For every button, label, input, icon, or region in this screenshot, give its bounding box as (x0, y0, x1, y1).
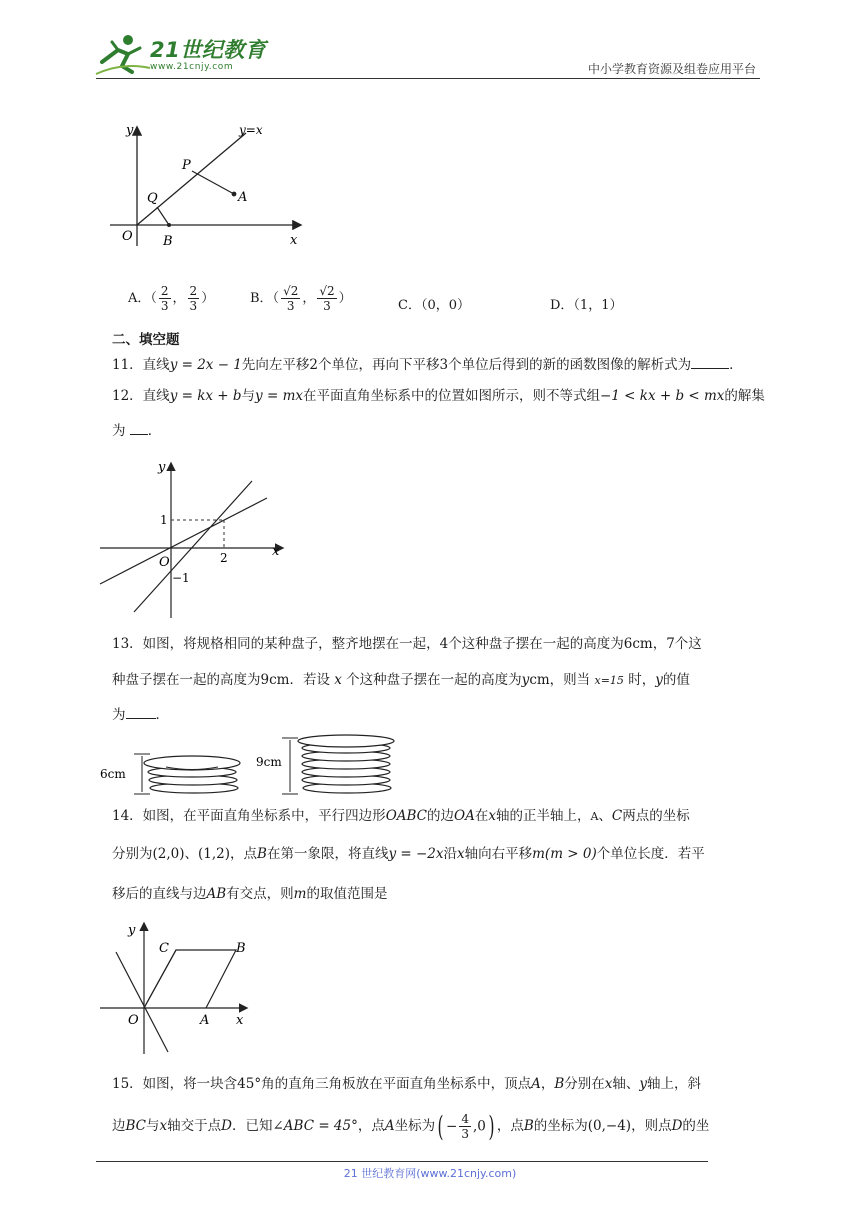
q15-text: 边 (112, 1118, 126, 1134)
q12-mid3: 的解集 (724, 388, 765, 404)
q15-term: A (384, 1118, 395, 1134)
section-title: 二、填空题 (112, 332, 180, 348)
C-label: C (159, 941, 169, 956)
denominator: 3 (461, 1127, 469, 1141)
q15-term: D (671, 1118, 683, 1134)
option-b[interactable] (250, 284, 352, 313)
option-a-end: ） (201, 291, 215, 306)
q13-text: 时， (628, 672, 656, 688)
q14-text: 轴的正半轴上， (495, 808, 591, 824)
y-label: y (128, 923, 136, 938)
denominator: 3 (286, 299, 295, 313)
P-label: P (182, 158, 191, 173)
question-13-line2 (112, 670, 690, 691)
logo-subtext: www.21cnjy.com (150, 62, 234, 72)
O-label: O (159, 555, 170, 570)
q14-text: ，点 (230, 846, 258, 862)
question-12-line2 (112, 420, 161, 441)
q12-expr3: −1 < kx + b < mx (599, 388, 725, 404)
Q-label: Q (147, 191, 158, 206)
q14-term: A (590, 810, 599, 823)
q15-term: B (554, 1076, 565, 1092)
q12-figure (96, 458, 296, 620)
segment-QB (157, 207, 169, 225)
numerator: 2 (189, 284, 198, 298)
q13-condition: x=15 (594, 674, 624, 687)
option-b-label: B．（ (250, 291, 280, 306)
q13-var-x: x (334, 672, 342, 688)
logo-text: 21世纪教育 (150, 38, 267, 62)
O-label: O (128, 1013, 139, 1028)
q14-text: 两点的坐标 (622, 808, 690, 824)
header-platform-name: 中小学教育资源及组卷应用平台 (587, 62, 756, 76)
q15-term: x (604, 1076, 613, 1092)
denominator: 3 (323, 299, 331, 313)
point-B (167, 223, 171, 227)
A-label: A (200, 1013, 210, 1028)
q15-text: 分别在 (564, 1076, 605, 1092)
plate-stack-4 (144, 756, 240, 793)
question-14-line3 (112, 884, 387, 904)
q14-text: 沿 (443, 846, 457, 862)
q14-expr: m(m > 0) (532, 846, 597, 862)
question-15-line1 (112, 1074, 701, 1094)
q14-coord: (1,2) (198, 846, 231, 862)
O-label: O (122, 229, 133, 244)
q14-text: 、 (598, 808, 612, 824)
q12-expr1: y = kx + b (169, 388, 242, 404)
q14-text: 有交点，则 (226, 886, 294, 902)
q14-text: 在第一象限，将直线 (266, 846, 389, 862)
height-label-6cm: 6cm (100, 767, 126, 781)
q15-angle: ∠ABC = 45° (272, 1118, 358, 1134)
question-12-line1 (112, 386, 765, 406)
q15-text: 轴交于点 (167, 1118, 222, 1134)
question-14-line1 (112, 806, 690, 827)
q15-text: 坐标为 (394, 1118, 436, 1134)
height-label-9cm: 9cm (256, 755, 282, 769)
point-A (232, 192, 237, 197)
q15-term: B (523, 1118, 534, 1134)
fraction (317, 284, 336, 313)
q15-coord: (0,−4) (587, 1118, 632, 1134)
q14-coord: (2,0) (152, 846, 185, 862)
q14-text: 的取值范围是 (306, 886, 388, 902)
q13-text: 的值 (662, 672, 690, 688)
edge-OC (144, 950, 176, 1008)
q15-text: ， (540, 1076, 555, 1092)
footer-text[interactable]: 21 世纪教育网(www.21cnjy.com) (343, 1167, 517, 1180)
q13-text: cm，则当 (529, 672, 591, 688)
q14-figure (96, 918, 256, 1058)
q13-text: 种盘子摆在一起的高度为9cm．若设 (112, 672, 330, 688)
question-13-line3 (112, 704, 169, 725)
q14-text: 个单位长度．若平 (596, 846, 705, 862)
q10-figure (100, 118, 310, 253)
A-label: A (238, 190, 248, 205)
question-13-line1: 13．如图，将规格相同的某种盘子，整齐地摆在一起，4个这种盘子摆在一起的高度为6cm，7个这 (112, 636, 702, 652)
q15-term: A (531, 1076, 541, 1092)
q15-text: ，点 (496, 1118, 524, 1134)
q15-text: 轴、 (612, 1076, 640, 1092)
q13-figure (96, 734, 416, 796)
q12-expr2: y = mx (255, 388, 303, 404)
q15-text: ，点 (357, 1118, 385, 1134)
q13-text: ． (155, 707, 169, 723)
numerator: √2 (283, 284, 299, 298)
q14-term: B (257, 846, 267, 862)
answer-blank[interactable] (691, 354, 729, 369)
q12-prefix: 12．直线 (112, 388, 170, 404)
y-label: y (126, 123, 134, 138)
denominator: 3 (189, 299, 198, 313)
numerator: √2 (319, 284, 335, 298)
x-label: x (236, 1013, 244, 1028)
option-a[interactable] (128, 284, 214, 313)
q14-expr: y = −2x (388, 846, 444, 862)
q15-text: 15．如图，将一块含45°角的直角三角板放在平面直角坐标系中，顶点 (112, 1076, 532, 1092)
q14-term: AB (206, 886, 227, 902)
footer-divider (96, 1161, 708, 1162)
tick-1: 1 (160, 513, 168, 527)
x-label: x (272, 544, 280, 559)
q12-line2-prefix: 为 (112, 423, 126, 439)
option-d[interactable]: D．（1，1） (550, 298, 623, 313)
q12-line2-end: ． (147, 423, 162, 439)
q15-term: y (639, 1076, 648, 1092)
line-kx-plus-b (134, 481, 252, 612)
q13-var-y: y (655, 672, 663, 688)
q15-term: BC (125, 1118, 147, 1134)
q15-text: ．已知 (231, 1118, 273, 1134)
q11-expression: y = 2x − 1 (169, 357, 242, 373)
q14-term: x (457, 846, 465, 862)
line-label: y=x (239, 123, 263, 137)
q14-term: x (488, 808, 496, 824)
q14-term: OABC (385, 808, 428, 824)
q11-text: 先向左平移2个单位，再向下平移3个单位后得到的新的函数图像的解析式为 (241, 357, 692, 373)
q14-text: 、 (184, 846, 199, 862)
fraction (159, 284, 171, 313)
fraction (281, 284, 300, 313)
q12-mid1: 与 (241, 388, 256, 404)
left-paren: ( (437, 1109, 444, 1143)
q11-prefix: 11．直线 (112, 357, 170, 373)
x-label: x (290, 233, 298, 248)
fraction (188, 284, 200, 313)
question-11 (112, 354, 743, 375)
segment-PA (192, 171, 234, 194)
q14-term: C (611, 808, 623, 824)
answer-blank[interactable] (130, 420, 148, 435)
B-label: B (163, 234, 173, 249)
question-14-line2 (112, 844, 705, 864)
denominator: 3 (160, 299, 169, 313)
header-divider (96, 78, 760, 79)
question-15-line2: 边BC与x轴交于点D．已知∠ABC = 45°，点A坐标为( − $\frac{4}{3}$ ,0) ，点B的坐标为(0,−4)，则点D的坐 (112, 1109, 710, 1143)
q13-text: 个这种盘子摆在一起的高度为 (346, 672, 522, 688)
q13-text: 为 (112, 707, 126, 723)
runner-logo-icon (92, 32, 152, 78)
q15-term: x (159, 1118, 168, 1134)
q14-term: m (293, 886, 307, 902)
option-b-end: ） (338, 291, 352, 306)
line-y-neg2x (116, 952, 168, 1052)
numerator: 2 (160, 284, 169, 298)
fraction (459, 1112, 471, 1141)
q15-text: 与 (146, 1118, 160, 1134)
q14-text: 在 (474, 808, 489, 824)
right-paren: ) (488, 1109, 495, 1143)
q11-end: ． (729, 357, 743, 373)
q15-term: D (221, 1118, 232, 1134)
q14-term: OA (454, 808, 475, 824)
q15-text: 轴上，斜 (647, 1076, 702, 1092)
separator: ， (302, 291, 316, 306)
q14-text: 的边 (427, 808, 455, 824)
option-a-label: A．（ (128, 291, 157, 306)
option-c[interactable]: C．（0，0） (398, 298, 470, 313)
line-y-eq-x (137, 133, 246, 225)
tick-neg1: −1 (172, 571, 190, 585)
separator: ， (172, 291, 186, 306)
q15-text: ，则点 (631, 1118, 672, 1134)
B-label: B (236, 941, 246, 956)
tick-2: 2 (220, 551, 228, 565)
numerator: 4 (461, 1112, 469, 1126)
q14-text: 分别为 (112, 846, 153, 862)
q14-text: 移后的直线与边 (112, 886, 207, 902)
answer-blank[interactable] (126, 704, 156, 719)
q13-var-y: y (521, 672, 530, 688)
q15-text: 的坐标为 (533, 1118, 588, 1134)
q14-text: 轴向右平移 (464, 846, 533, 862)
q15-text: 的坐 (682, 1118, 710, 1134)
parallelogram-OABC (144, 950, 236, 1008)
y-label: y (158, 460, 166, 475)
q12-mid2: 在平面直角坐标系中的位置如图所示，则不等式组 (302, 388, 600, 404)
q14-text: 14．如图，在平面直角坐标系中，平行四边形 (112, 808, 386, 824)
plate-stack-7 (298, 735, 394, 793)
